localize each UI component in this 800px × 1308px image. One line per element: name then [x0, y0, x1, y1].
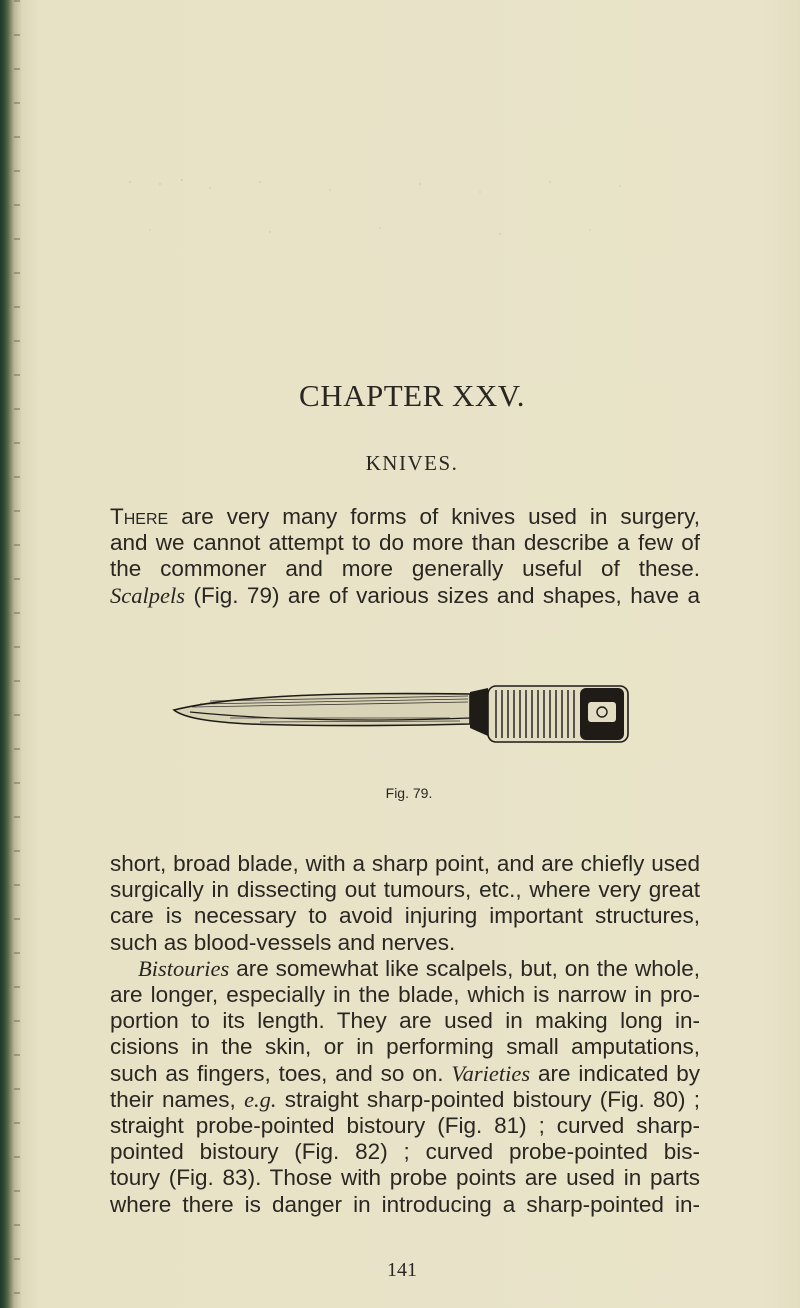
scalpel-illustration: [170, 680, 630, 750]
text-line: Bistouries are somewhat like scalpels, but, on the whole,: [138, 955, 700, 981]
figure-caption: Fig. 79.: [385, 785, 433, 801]
text-line: surgically in dissecting out tumours, etc., where very great: [110, 877, 700, 903]
paper-specks: [120, 170, 680, 250]
text-line: care is necessary to avoid injuring important structures,: [110, 903, 700, 929]
chapter-title: CHAPTER XXV.: [299, 378, 525, 413]
text-line: pointed bistoury (Fig. 82) ; curved probe-pointed bis-: [110, 1139, 700, 1165]
text-line: where there is danger in introducing a sharp-pointed in-: [110, 1191, 700, 1217]
text-line: and we cannot attempt to do more than describe a few of: [110, 530, 700, 556]
text-line: Scalpels (Fig. 79) are of various sizes and shapes, have a: [110, 582, 700, 608]
text-line: the commoner and more generally useful of these.: [110, 556, 700, 582]
paragraph-intro: [110, 504, 700, 609]
page-number: 141: [387, 1259, 417, 1281]
text-line: are longer, especially in the blade, which is narrow in pro-: [110, 982, 700, 1008]
text-line: straight probe-pointed bistoury (Fig. 81) ; curved sharp-: [110, 1113, 700, 1139]
text-line: toury (Fig. 83). Those with probe points are used in parts: [110, 1165, 700, 1191]
text-line: such as fingers, toes, and so on. Varieties are indicated by: [110, 1060, 700, 1086]
text-line: their names, e.g. straight sharp-pointed bistoury (Fig. 80) ;: [110, 1086, 700, 1112]
text-line: cisions in the skin, or in performing small amputations,: [110, 1034, 700, 1060]
text-line: portion to its length. They are used in making long in-: [110, 1008, 700, 1034]
text-line: short, broad blade, with a sharp point, and are chiefly used: [110, 851, 700, 876]
paragraph-scalpels-bistouries: [110, 851, 700, 1218]
binding-edge: [14, 0, 20, 1308]
text-line: There are very many forms of knives used in surgery,: [110, 504, 700, 529]
text-line: such as blood-vessels and nerves.: [110, 929, 456, 955]
chapter-subtitle: KNIVES.: [365, 451, 459, 475]
